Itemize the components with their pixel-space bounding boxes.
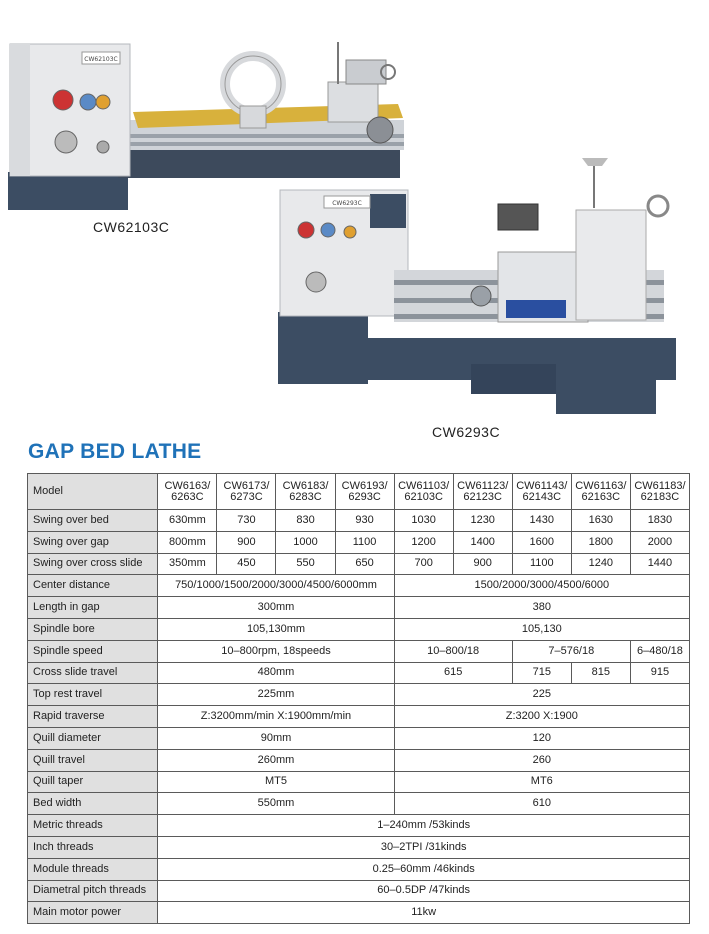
- table-cell: 1430: [512, 510, 571, 532]
- table-cell: 915: [630, 662, 689, 684]
- row-label: Length in gap: [28, 597, 158, 619]
- table-cell: 1600: [512, 531, 571, 553]
- table-cell: 1500/2000/3000/4500/6000: [394, 575, 689, 597]
- table-row: [28, 727, 690, 749]
- table-cell: 830: [276, 510, 335, 532]
- row-label: Bed width: [28, 793, 158, 815]
- table-cell: 260mm: [158, 749, 394, 771]
- row-label: Center distance: [28, 575, 158, 597]
- table-cell: 1100: [512, 553, 571, 575]
- table-row: [28, 793, 690, 815]
- table-cell: 480mm: [158, 662, 394, 684]
- row-label: Module threads: [28, 858, 158, 880]
- table-cell: 120: [394, 727, 689, 749]
- row-label: Diametral pitch threads: [28, 880, 158, 902]
- row-label: Quill diameter: [28, 727, 158, 749]
- table-cell: 60–0.5DP /47kinds: [158, 880, 690, 902]
- table-cell: 700: [394, 553, 453, 575]
- table-cell: 6–480/18: [630, 640, 689, 662]
- row-label: Inch threads: [28, 836, 158, 858]
- table-cell: 715: [512, 662, 571, 684]
- table-cell: 90mm: [158, 727, 394, 749]
- model-header-cell: CW6193/ 6293C: [335, 474, 394, 510]
- table-cell: 550: [276, 553, 335, 575]
- table-cell: 2000: [630, 531, 689, 553]
- row-label: Rapid traverse: [28, 706, 158, 728]
- row-label: Quill taper: [28, 771, 158, 793]
- header-label: Model: [28, 474, 158, 510]
- row-label: Metric threads: [28, 815, 158, 837]
- table-cell: Z:3200mm/min X:1900mm/min: [158, 706, 394, 728]
- row-label: Main motor power: [28, 902, 158, 924]
- table-row: [28, 706, 690, 728]
- table-cell: 10–800rpm, 18speeds: [158, 640, 394, 662]
- table-row: [28, 531, 690, 553]
- table-cell: 1800: [571, 531, 630, 553]
- table-row: [28, 553, 690, 575]
- model-header-cell: CW6183/ 6283C: [276, 474, 335, 510]
- table-cell: 10–800/18: [394, 640, 512, 662]
- table-cell: 0.25–60mm /46kinds: [158, 858, 690, 880]
- model-header-cell: CW61143/ 62143C: [512, 474, 571, 510]
- table-cell: 1–240mm /53kinds: [158, 815, 690, 837]
- table-row: [28, 618, 690, 640]
- table-cell: 900: [217, 531, 276, 553]
- table-cell: 1000: [276, 531, 335, 553]
- lathe2-machine-label: CW6293C: [332, 200, 362, 207]
- table-cell: 11kw: [158, 902, 690, 924]
- table-row: [28, 510, 690, 532]
- table-cell: 930: [335, 510, 394, 532]
- table-row: [28, 640, 690, 662]
- table-cell: 30–2TPI /31kinds: [158, 836, 690, 858]
- table-row: [28, 902, 690, 924]
- table-cell: 900: [453, 553, 512, 575]
- table-cell: 105,130mm: [158, 618, 394, 640]
- table-cell: 260: [394, 749, 689, 771]
- table-cell: 630mm: [158, 510, 217, 532]
- table-cell: Z:3200 X:1900: [394, 706, 689, 728]
- table-cell: 730: [217, 510, 276, 532]
- row-label: Spindle speed: [28, 640, 158, 662]
- model-header-cell: CW61103/ 62103C: [394, 474, 453, 510]
- table-cell: 1200: [394, 531, 453, 553]
- table-cell: 225: [394, 684, 689, 706]
- table-cell: 615: [394, 662, 512, 684]
- table-row: [28, 597, 690, 619]
- table-cell: 1230: [453, 510, 512, 532]
- table-row: [28, 575, 690, 597]
- model-header-cell: CW61123/ 62123C: [453, 474, 512, 510]
- table-row: [28, 836, 690, 858]
- table-cell: 7–576/18: [512, 640, 630, 662]
- table-cell: MT6: [394, 771, 689, 793]
- table-row: [28, 749, 690, 771]
- table-row: [28, 684, 690, 706]
- row-label: Top rest travel: [28, 684, 158, 706]
- table-cell: 650: [335, 553, 394, 575]
- table-cell: 1830: [630, 510, 689, 532]
- row-label: Swing over cross slide: [28, 553, 158, 575]
- lathe-cw6293c-image: [276, 152, 684, 427]
- table-cell: 1240: [571, 553, 630, 575]
- table-row: [28, 662, 690, 684]
- page-title: GAP BED LATHE: [28, 440, 202, 463]
- table-cell: 450: [217, 553, 276, 575]
- lathe2-caption: CW6293C: [432, 424, 501, 440]
- table-cell: 350mm: [158, 553, 217, 575]
- table-cell: 1440: [630, 553, 689, 575]
- row-label: Quill travel: [28, 749, 158, 771]
- table-cell: 1030: [394, 510, 453, 532]
- row-label: Swing over bed: [28, 510, 158, 532]
- table-cell: 1100: [335, 531, 394, 553]
- model-header-cell: CW6173/ 6273C: [217, 474, 276, 510]
- table-cell: 1400: [453, 531, 512, 553]
- table-cell: 750/1000/1500/2000/3000/4500/6000mm: [158, 575, 394, 597]
- table-cell: 105,130: [394, 618, 689, 640]
- table-cell: 380: [394, 597, 689, 619]
- row-label: Spindle bore: [28, 618, 158, 640]
- table-header-row: [28, 474, 690, 510]
- table-cell: 800mm: [158, 531, 217, 553]
- table-row: [28, 771, 690, 793]
- table-cell: 815: [571, 662, 630, 684]
- spec-table: [27, 473, 690, 924]
- table-cell: 550mm: [158, 793, 394, 815]
- lathe1-caption: CW62103C: [93, 219, 170, 235]
- table-row: [28, 880, 690, 902]
- table-cell: 300mm: [158, 597, 394, 619]
- table-row: [28, 858, 690, 880]
- model-header-cell: CW61163/ 62163C: [571, 474, 630, 510]
- table-cell: MT5: [158, 771, 394, 793]
- table-cell: 610: [394, 793, 689, 815]
- table-row: [28, 815, 690, 837]
- lathe1-machine-label: CW62103C: [84, 56, 118, 63]
- model-header-cell: CW6163/ 6263C: [158, 474, 217, 510]
- row-label: Swing over gap: [28, 531, 158, 553]
- row-label: Cross slide travel: [28, 662, 158, 684]
- model-header-cell: CW61183/ 62183C: [630, 474, 689, 510]
- table-cell: 1630: [571, 510, 630, 532]
- table-cell: 225mm: [158, 684, 394, 706]
